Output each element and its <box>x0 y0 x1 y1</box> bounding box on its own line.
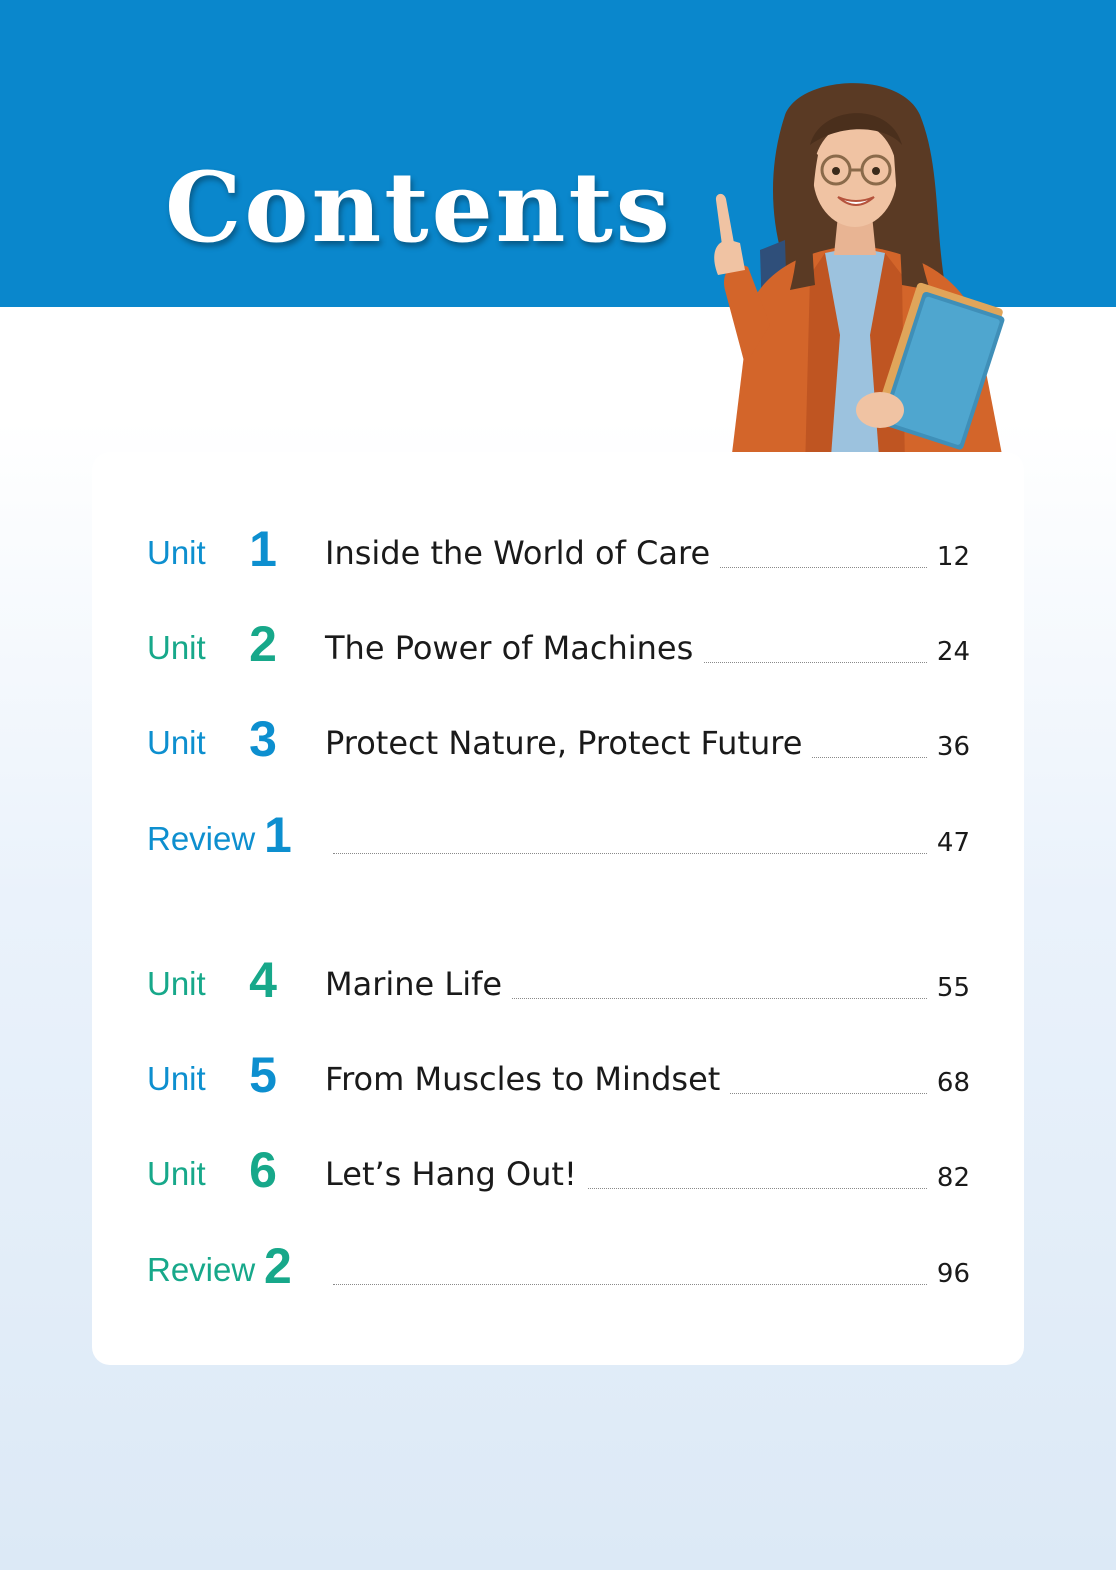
dot-leader <box>333 853 927 854</box>
toc-entry-unit-2[interactable] <box>92 615 1024 675</box>
entry-title: Let’s Hang Out! <box>325 1155 587 1193</box>
dot-leader <box>333 1284 927 1285</box>
toc-entry-unit-5[interactable] <box>92 1046 1024 1106</box>
entry-number: 1 <box>249 521 277 577</box>
entry-label: Unit <box>147 724 206 761</box>
toc-entry-unit-1[interactable] <box>92 520 1024 580</box>
entry-number: 2 <box>249 616 277 672</box>
entry-label: Unit <box>147 965 206 1002</box>
entry-number: 4 <box>249 952 277 1008</box>
entry-page-number: 36 <box>936 732 970 762</box>
entry-number: 2 <box>264 1238 292 1294</box>
entry-label: Unit <box>147 1060 206 1097</box>
page-title: Contents <box>165 151 673 264</box>
entry-title: Protect Nature, Protect Future <box>325 724 812 762</box>
toc-entry-unit-6[interactable] <box>92 1141 1024 1201</box>
entry-page-number: 24 <box>936 637 970 667</box>
entry-label: Unit <box>147 534 206 571</box>
toc-entry-review-2[interactable] <box>92 1237 1024 1297</box>
entry-title: Inside the World of Care <box>325 534 720 572</box>
table-of-contents <box>92 452 1024 1365</box>
entry-page-number: 55 <box>936 973 970 1003</box>
entry-label: Review <box>147 1251 256 1288</box>
entry-page-number: 47 <box>936 828 970 858</box>
entry-page-number: 96 <box>936 1259 970 1289</box>
entry-number: 1 <box>264 807 292 863</box>
toc-entry-unit-4[interactable] <box>92 951 1024 1011</box>
entry-title: The Power of Machines <box>325 629 703 667</box>
toc-entry-review-1[interactable] <box>92 806 1024 866</box>
entry-page-number: 82 <box>936 1163 970 1193</box>
entry-page-number: 68 <box>936 1068 970 1098</box>
toc-entry-unit-3[interactable] <box>92 710 1024 770</box>
entry-number: 5 <box>249 1047 277 1103</box>
entry-title: From Muscles to Mindset <box>325 1060 730 1098</box>
entry-label: Unit <box>147 1155 206 1192</box>
entry-label: Review <box>147 820 256 857</box>
entry-page-number: 12 <box>936 542 970 572</box>
entry-label: Unit <box>147 629 206 666</box>
entry-number: 3 <box>249 711 277 767</box>
entry-title: Marine Life <box>325 965 512 1003</box>
entry-number: 6 <box>249 1142 277 1198</box>
student-with-books-illustration <box>690 75 1020 470</box>
